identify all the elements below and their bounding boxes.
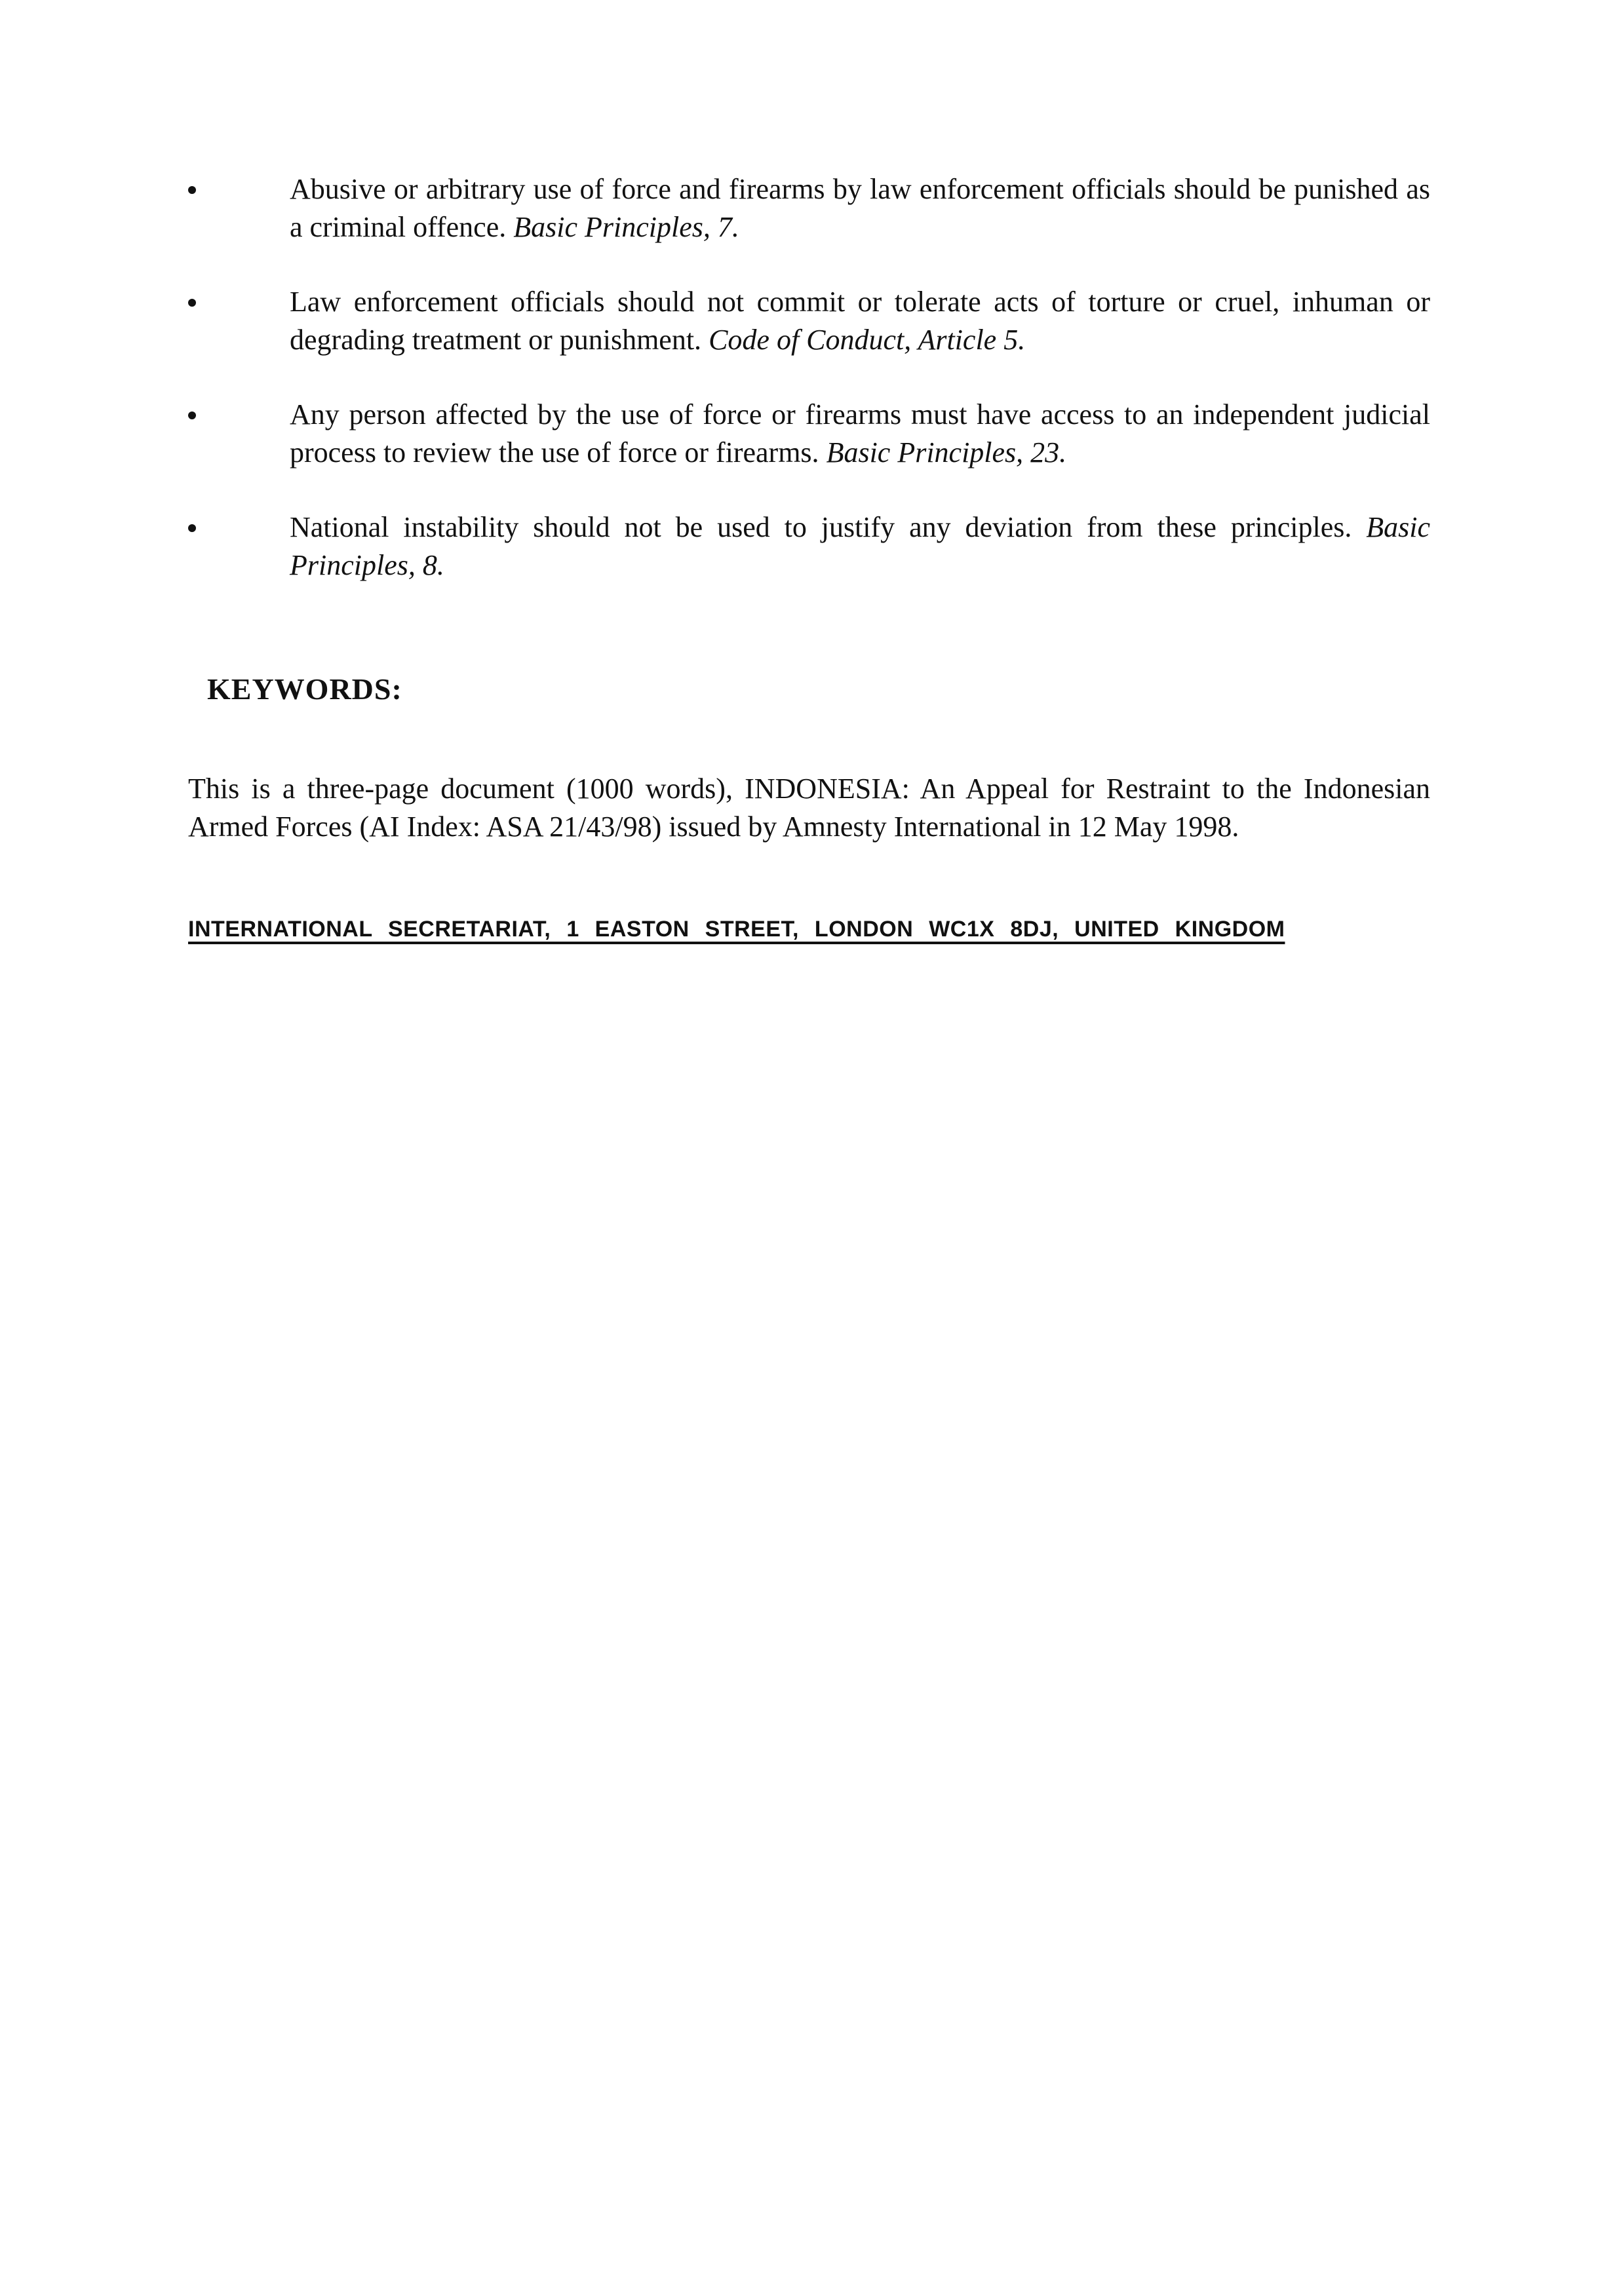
principle-citation: Code of Conduct, Article 5. bbox=[709, 324, 1026, 356]
principle-citation: Basic Principles, 8. bbox=[290, 511, 1431, 581]
principle-citation: Basic Principles, 23. bbox=[826, 436, 1067, 469]
principle-statement: National instability should not be used to justify any deviation from these principles. bbox=[290, 511, 1352, 543]
document-summary: This is a three-page document (1000 words), INDONESIA: An Appeal for Restraint to the Indonesian Armed Forces (AI Index: ASA 21/43/98) issued by Amnesty International in 12 May 1998. bbox=[188, 773, 1430, 843]
principle-text bbox=[290, 396, 1430, 472]
principle-text bbox=[290, 508, 1430, 584]
bullet-icon bbox=[188, 186, 196, 194]
list-item bbox=[0, 508, 1615, 621]
keywords-heading: KEYWORDS: bbox=[207, 672, 402, 706]
principle-text bbox=[290, 283, 1430, 359]
principle-statement: Abusive or arbitrary use of force and firearms by law enforcement officials should be punished as a criminal offence. bbox=[290, 173, 1430, 243]
principle-text bbox=[290, 170, 1430, 246]
bullet-icon bbox=[188, 299, 196, 307]
list-item bbox=[0, 396, 1615, 508]
bullet-icon bbox=[188, 524, 196, 532]
principles-list bbox=[0, 170, 1615, 621]
secretariat-address: INTERNATIONAL SECRETARIAT, 1 EASTON STREET, LONDON WC1X 8DJ, UNITED KINGDOM bbox=[188, 917, 1285, 942]
list-item bbox=[0, 170, 1615, 283]
bullet-icon bbox=[188, 411, 196, 419]
principle-citation: Basic Principles, 7. bbox=[513, 211, 739, 243]
principle-statement: Law enforcement officials should not commit or tolerate acts of torture or cruel, inhuman or degrading treatment or punishment. bbox=[290, 286, 1430, 356]
list-item bbox=[0, 283, 1615, 396]
principle-statement: Any person affected by the use of force or firearms must have access to an independent judicial process to review the use of force or firearms. bbox=[290, 398, 1430, 469]
